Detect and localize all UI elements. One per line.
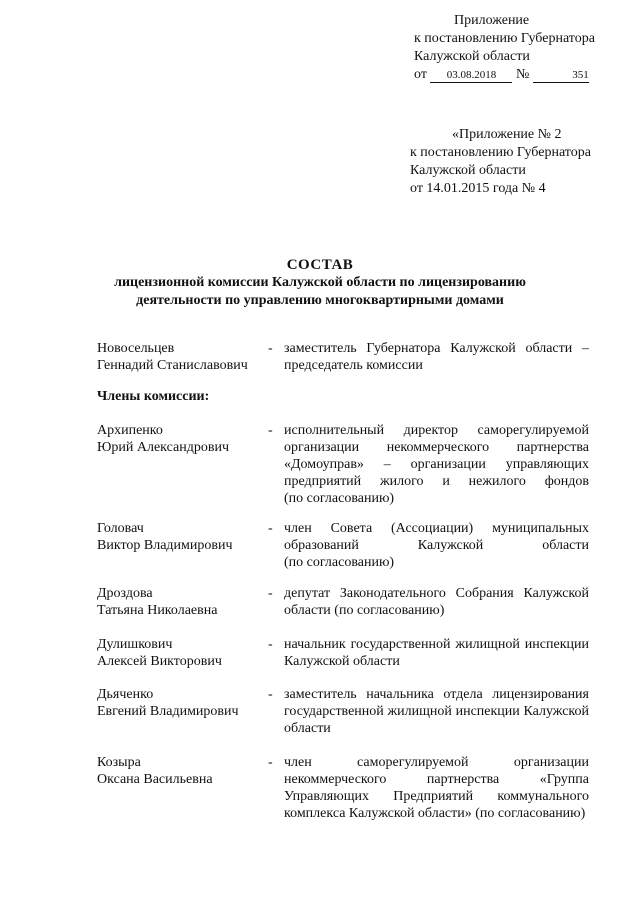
role-line: член саморегулируемой организации	[284, 755, 589, 770]
member-dash: -	[268, 521, 273, 536]
role-line: председатель комиссии	[284, 358, 423, 373]
member-surname: Новосельцев	[97, 341, 175, 356]
role-line: области (по согласованию)	[284, 603, 445, 618]
member-surname: Дулишкович	[97, 637, 173, 652]
document-subtitle-1: лицензионной комиссии Калужской области по лицензированию	[114, 275, 526, 290]
appendix2-line3: Калужской области	[410, 163, 526, 178]
member-given-name: Юрий Александрович	[97, 440, 229, 455]
member-role	[284, 754, 589, 822]
member-dash: -	[268, 341, 273, 356]
date-value: 03.08.2018	[430, 68, 512, 83]
role-line: исполнительный директор саморегулируемой	[284, 423, 589, 438]
document-heading	[90, 256, 550, 310]
role-line: государственной жилищной инспекции Калужской	[284, 704, 589, 719]
role-line: предприятий жилого и нежилого фондов	[284, 474, 589, 489]
role-line: организации некоммерческого партнерства	[284, 440, 589, 455]
appendix-title: Приложение	[454, 13, 530, 28]
member-given-name: Оксана Васильевна	[97, 772, 213, 787]
role-line: (по согласованию)	[284, 555, 395, 570]
document-subtitle-2: деятельности по управлению многоквартирными домами	[136, 293, 504, 308]
member-dash: -	[268, 687, 273, 702]
role-line: заместитель Губернатора Калужской области –	[284, 341, 589, 356]
member-name	[97, 636, 272, 670]
role-line: (по согласованию)	[284, 491, 395, 506]
member-role	[284, 520, 589, 571]
member-name	[97, 422, 272, 456]
date-prefix: от	[414, 67, 427, 82]
role-line: депутат Законодательного Собрания Калужской	[284, 586, 589, 601]
member-role	[284, 340, 589, 374]
number-value: 351	[533, 68, 589, 83]
member-given-name: Алексей Викторович	[97, 654, 222, 669]
member-dash: -	[268, 586, 273, 601]
role-line: Управляющих Предприятий коммунального	[284, 789, 589, 804]
role-line: член Совета (Ассоциации) муниципальных	[284, 521, 589, 536]
role-line: некоммерческого партнерства «Группа	[284, 772, 589, 787]
appendix-block	[414, 12, 624, 84]
member-name	[97, 686, 272, 720]
role-line: комплекса Калужской области» (по согласованию)	[284, 806, 586, 821]
role-line: образований Калужской области	[284, 538, 589, 553]
member-surname: Дьяченко	[97, 687, 154, 702]
member-role	[284, 422, 589, 507]
members-heading: Члены комиссии:	[97, 389, 210, 404]
role-line: заместитель начальника отдела лицензирования	[284, 687, 589, 702]
member-given-name: Евгений Владимирович	[97, 704, 239, 719]
member-name	[97, 520, 272, 554]
member-role	[284, 636, 589, 670]
member-name	[97, 340, 272, 374]
member-given-name: Виктор Владимирович	[97, 538, 233, 553]
member-role	[284, 686, 589, 737]
role-line: «Домоуправ» – организации управляющих	[284, 457, 589, 472]
role-line: Калужской области	[284, 654, 400, 669]
member-role	[284, 585, 589, 619]
document-title: СОСТАВ	[286, 257, 354, 273]
appendix-line2: к постановлению Губернатора	[414, 31, 595, 46]
member-surname: Головач	[97, 521, 144, 536]
appendix2-block	[410, 126, 625, 198]
member-surname: Дроздова	[97, 586, 153, 601]
number-prefix: №	[515, 67, 530, 82]
member-name	[97, 754, 272, 788]
member-dash: -	[268, 423, 273, 438]
member-given-name: Татьяна Николаевна	[97, 603, 218, 618]
appendix2-line4: от 14.01.2015 года № 4	[410, 181, 546, 196]
appendix2-line2: к постановлению Губернатора	[410, 145, 591, 160]
appendix-line3: Калужской области	[414, 49, 530, 64]
appendix2-title: «Приложение № 2	[452, 127, 562, 142]
role-line: области	[284, 721, 331, 736]
appendix-date-line	[414, 66, 624, 84]
member-dash: -	[268, 637, 273, 652]
role-line: начальник государственной жилищной инспекции	[284, 637, 589, 652]
member-given-name: Геннадий Станиславович	[97, 358, 248, 373]
member-surname: Козыра	[97, 755, 141, 770]
member-dash: -	[268, 755, 273, 770]
member-name	[97, 585, 272, 619]
member-surname: Архипенко	[97, 423, 163, 438]
